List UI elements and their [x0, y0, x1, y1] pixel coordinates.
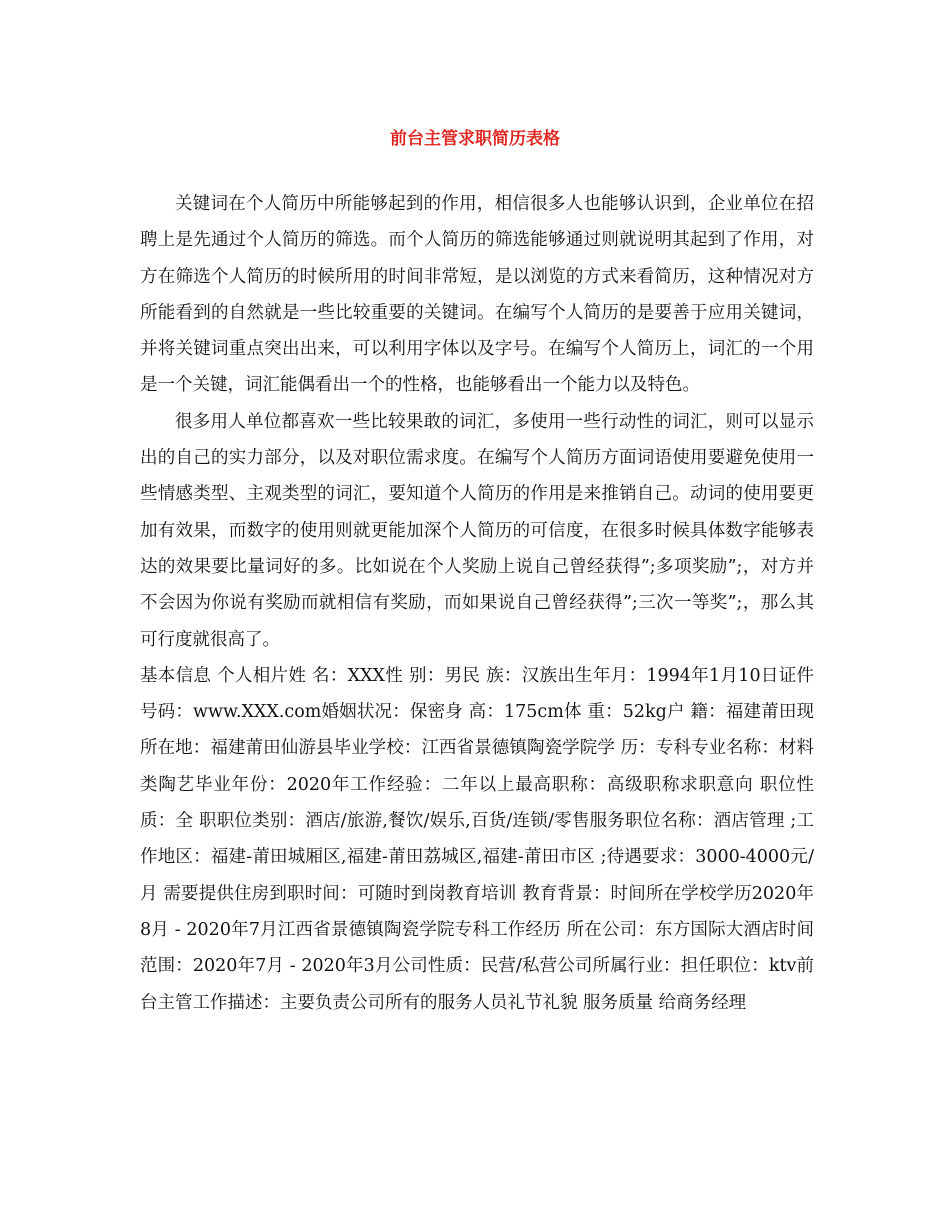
paragraph-keywords: 关键词在个人简历中所能够起到的作用，相信很多人也能够认识到，企业单位在招聘上是先通过个人简历的筛选。而个人简历的筛选能够通过则就说明其起到了作用，对方在筛选个人简历的时候所用的时间非常短，是以浏览的方式来看简历，这种情况对方所能看到的自然就是一些比较重要的关键词。在编写个人简历的是要善于应用关键词，并将关键词重点突出出来，可以利用字体以及字号。在编写个人简历上，词汇的一个用是一个关键，词汇能偶看出一个的性格，也能够看出一个能力以及特色。 — [140, 194, 814, 396]
document-title: 前台主管求职简历表格 — [390, 129, 560, 149]
document-body — [140, 186, 814, 1021]
resume-info-block: 基本信息 个人相片姓 名：XXX性 别：男民 族：汉族出生年月：1994年1月10日证件号码：www.XXX.com婚姻状况：保密身 高：175cm体 重：52kg户 籍：福建莆田现所在地：福建莆田仙游县毕业学校：江西省景德镇陶瓷学院学 历：专科专业名称：材料类陶艺毕业年份：2020年工作经验：二年以上最高职称：高级职称求职意向 职位性质：全 职职位类别：酒店/旅游,餐饮/娱乐,百货/连锁/零售服务职位名称：酒店管理 ;工作地区：福建-莆田城厢区,福建-莆田荔城区,福建-莆田市区 ;待遇要求：3000-4000元/月 需要提供住房到职时间：可随时到岗教育培训 教育背景：时间所在学校学历2020年8月 - 2020年7月江西省景德镇陶瓷学院专科工作经历 所在公司：东方国际大酒店时间范围：2020年7月 - 2020年3月公司性质：民营/私营公司所属行业：担任职位：ktv前台主管工作描述：主要负责公司所有的服务人员礼节礼貌 服务质量 给商务经理 — [140, 665, 814, 1013]
paragraph-vocabulary: 很多用人单位都喜欢一些比较果敢的词汇，多使用一些行动性的词汇，则可以显示出的自己的实力部分，以及对职位需求度。在编写个人简历方面词语使用要避免使用一些情感类型、主观类型的词汇，要知道个人简历的作用是来推销自己。动词的使用要更加有效果，而数字的使用则就更能加深个人简历的可信度，在很多时候具体数字能够表达的效果要比量词好的多。比如说在个人奖励上说自己曾经获得”;多项奖励”;，对方并不会因为你说有奖励而就相信有奖励，而如果说自己曾经获得”;三次一等奖”;，那么其可行度就很高了。 — [140, 411, 814, 650]
